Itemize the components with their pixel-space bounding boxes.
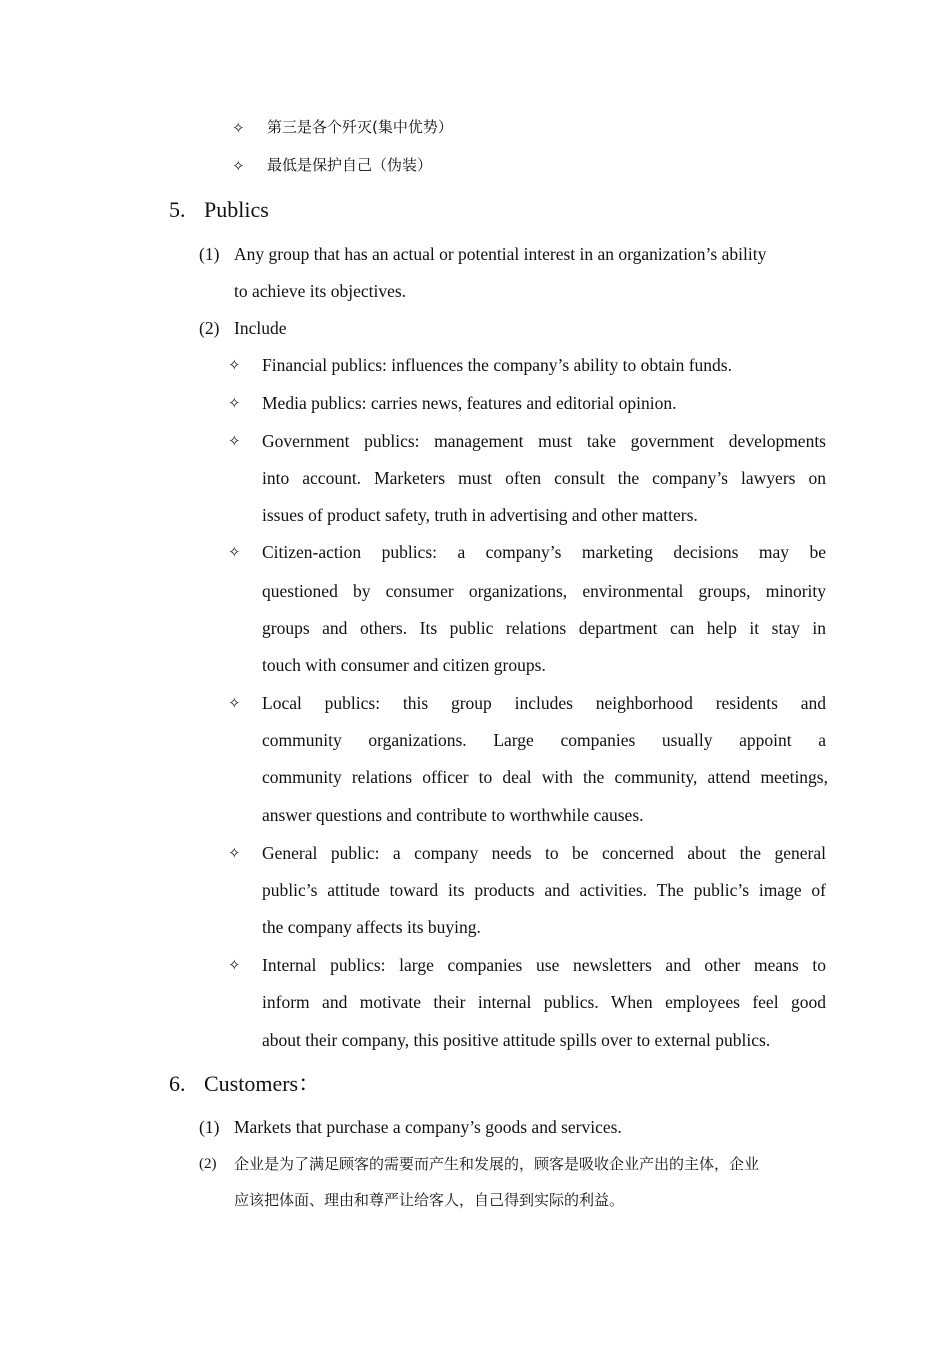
bullet-diamond-icon: ✧ [228, 394, 241, 412]
bullet-line: about their company, this positive attitude spills over to external publics. [262, 1030, 771, 1050]
item-text-line: Any group that has an actual or potential interest in an organization’s ability [234, 244, 767, 264]
bullet-line: inform and motivate their internal publics. When employees feel good [262, 992, 826, 1012]
item-label: (2) [199, 1156, 217, 1172]
item-label: (2) [199, 318, 220, 338]
bullet-line: Local publics: this group includes neighborhood residents and [262, 693, 826, 713]
bullet-line: issues of product safety, truth in advertising and other matters. [262, 505, 698, 525]
bullet-line: Government publics: management must take government developments [262, 431, 826, 451]
bullet-diamond-icon: ✧ [228, 356, 241, 374]
bullet-line: community organizations. Large companies usually appoint a [262, 730, 826, 750]
item-label: (1) [199, 1117, 220, 1137]
section-title: Publics [204, 197, 269, 222]
top-bullet-1: 第三是各个歼灭(集中优势） [267, 118, 453, 136]
bullet-diamond-icon: ✧ [228, 432, 241, 450]
item-text-line: 企业是为了满足顾客的需要而产生和发展的，顾客是吸收企业产出的主体，企业 [234, 1155, 760, 1173]
bullet-line: questioned by consumer organizations, environmental groups, minority [262, 581, 826, 601]
item-text: Markets that purchase a company’s goods and services. [234, 1117, 622, 1137]
bullet-diamond-icon: ✧ [232, 157, 245, 175]
item-text: Include [234, 318, 287, 338]
bullet-line: public’s attitude toward its products and activities. The public’s image of [262, 880, 826, 900]
bullet-line: the company affects its buying. [262, 917, 481, 937]
bullet-diamond-icon: ✧ [228, 956, 241, 974]
bullet-diamond-icon: ✧ [228, 543, 241, 561]
item-text-line: 应该把体面、理由和尊严让给客人，自己得到实际的利益。 [234, 1191, 625, 1209]
bullet-line: community relations officer to deal with the community, attend meetings, [262, 767, 828, 787]
bullet-line: groups and others. Its public relations department can help it stay in [262, 618, 826, 638]
bullet-line: Financial publics: influences the company’s ability to obtain funds. [262, 355, 732, 375]
bullet-line: Media publics: carries news, features and editorial opinion. [262, 393, 677, 413]
bullet-diamond-icon: ✧ [228, 844, 241, 862]
bullet-line: General public: a company needs to be concerned about the general [262, 843, 826, 863]
bullet-line: answer questions and contribute to worthwhile causes. [262, 805, 644, 825]
item-label: (1) [199, 244, 220, 264]
top-bullet-2: 最低是保护自己（伪装） [267, 156, 433, 174]
section-title: Customers： [204, 1071, 321, 1096]
bullet-line: Internal publics: large companies use newsletters and other means to [262, 955, 826, 975]
bullet-line: Citizen-action publics: a company’s marketing decisions may be [262, 542, 826, 562]
item-text-line: to achieve its objectives. [234, 281, 407, 301]
section-number: 5. [169, 197, 186, 222]
bullet-diamond-icon: ✧ [228, 694, 241, 712]
bullet-diamond-icon: ✧ [232, 119, 245, 137]
bullet-line: into account. Marketers must often consult the company’s lawyers on [262, 468, 826, 488]
section-number: 6. [169, 1071, 186, 1096]
bullet-line: touch with consumer and citizen groups. [262, 655, 546, 675]
